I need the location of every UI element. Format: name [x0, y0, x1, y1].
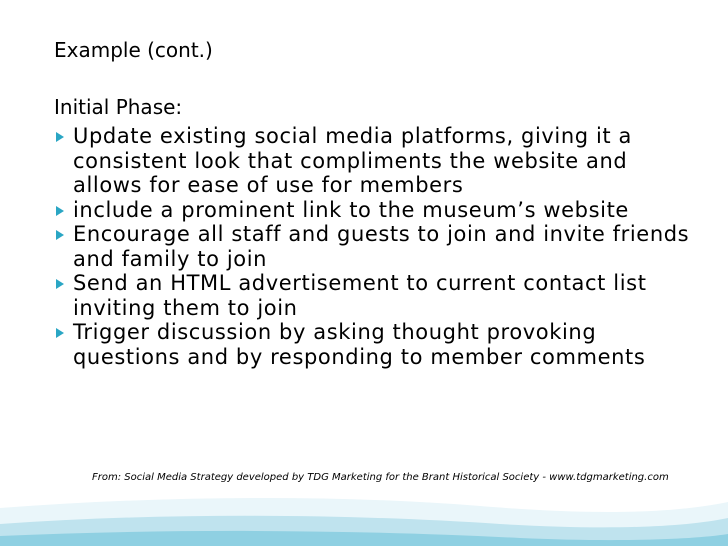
source-footnote: From: Social Media Strategy developed by TDG Marketing for the Brant Historical Society - www.tdgmarketing.com [92, 472, 669, 483]
bullet-text: include a prominent link to the museum’s website [73, 197, 629, 222]
arrow-bullet-icon [56, 230, 64, 240]
decorative-wave-band [0, 488, 728, 546]
bullet-text: Send an HTML advertisement to current contact list inviting them to join [73, 271, 647, 320]
arrow-bullet-icon [56, 328, 64, 338]
bullet-item [54, 222, 694, 271]
bullet-text: Trigger discussion by asking thought provoking questions and by responding to member comments [73, 320, 646, 369]
bullet-list [54, 124, 694, 369]
bullet-text: Encourage all staff and guests to join and invite friends and family to join [73, 222, 690, 271]
slide-title: Example (cont.) [54, 38, 213, 62]
phase-heading: Initial Phase: [54, 95, 183, 119]
bullet-item [54, 198, 694, 223]
bullet-item [54, 271, 694, 320]
arrow-bullet-icon [56, 132, 64, 142]
arrow-bullet-icon [56, 279, 64, 289]
bullet-text: Update existing social media platforms, giving it a consistent look that compliments the website and allows for ease of use for members [73, 124, 632, 197]
arrow-bullet-icon [56, 206, 64, 216]
bullet-item [54, 124, 694, 198]
bullet-item [54, 320, 694, 369]
